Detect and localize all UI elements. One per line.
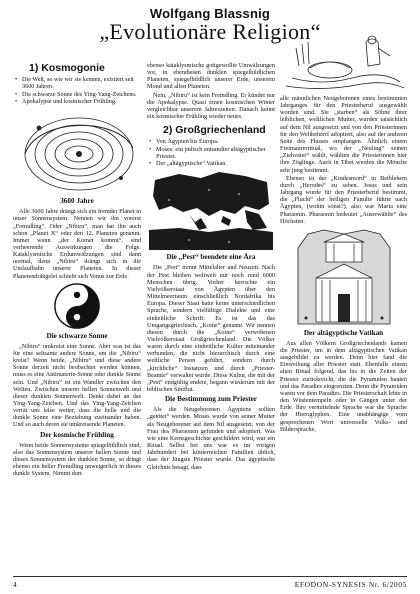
- bullet-item: • Apokalypse und kosmischer Frühling.: [15, 98, 141, 105]
- grossgriechenland-bullets: [149, 138, 275, 167]
- subheading-3600-jahre: 3600 Jahre: [60, 197, 94, 206]
- paragraph-schwarze-sonne: „Nibiru“ umkreist eine Sonne. Aber was ist das für eine seltsame andere Sonne, um die „Nibiru“ kreist? Wenn beide, „Nibiru“ und diese andere Sonne derzeit nicht beobachtet werden können, muss es eine Antimaterie-Sonne oder dunkle Sonne sein. Und „Nibiru“ ist ein Wandler zwischen den Welten. Zwischen unserer hellen Sonnenwelt und dieser dunklen Sonnenwelt. Denkt dabei an das Ying-Yang-Zeichen. Und das Ying-Yang-Zeichen verrät uns leise weiter, dass die helle und die dunkle Sonne eine Beziehung zueinander haben. Und so auch deren sie umkreisende Planeten.: [13, 342, 141, 429]
- moses-basket-illustration: [282, 34, 406, 92]
- section-heading-grossgriechenland: 2) Großgriechenland: [163, 124, 266, 137]
- page-number: 4: [13, 580, 17, 589]
- bullet-item: • Von Ägypten bis Europa.: [149, 138, 275, 145]
- paragraph-3600: Alle 3600 Jahre drängt sich ein fremder Planet in unser Sonnensystem. Nennen wir ihn vorerst „Fremdling“. Oder „Nibiru“, man hat ihn auch schon „Planet X“ oder den 12. Planeten genannt. Immer wenn „der Komet kommt“, sind verheerende Auswirkungen die Folge. Kataklysmische Erdumwälzungen sind dann normal, denn „Nibiru“ drängt sich in die Umlaufbahn unserer Planeten. In dieser Planetendrängelei schiebt sich Venus zur Erde.: [13, 208, 141, 280]
- paragraph-continuation: ebenso kataklysmische gottgewollte Umwälzungen vor, in ebendiesen dunklen spiegelbildlichen Planeten, spiegelbildlich unserer Erde, unserem Mond und allen Planeten.: [147, 62, 275, 91]
- article-title: „Evolutionäre Religion“: [99, 19, 321, 44]
- kosmogonie-bullets: [15, 76, 141, 105]
- column-1: [13, 62, 141, 478]
- yin-yang-icon: [54, 283, 100, 329]
- column-2: [147, 62, 275, 472]
- subheading-pest: Die „Pest“ beendete eine Ära: [166, 253, 256, 262]
- paragraph-nibiru: Nein, „Nibiru“ ist kein Fremdling. Er kündet nur die Apokalypse. Quasi einen kosmischen Winter vergleichbar unserem Jahreszeiten. Danach keimt ein kosmischer Frühling wieder neues.: [147, 91, 275, 121]
- subheading-vatikan: Der altägyptische Vatikan: [303, 328, 384, 337]
- paragraph-vatikan: Aus allen Völkern Großgriechenlands kamen die Priester, um in dem altägyptischen Vatikan ausgebildet zu werden. Denn hier fand die Einweihung aller Priester statt. Ebenfalls einem alten Ritual folgend, das bis in die Zeiten der Priester zurückreicht, die die Pyramiden bauten und das Paradies eingrenzten. Denn die Pyramiden waren vor dem Paradies. Die Priesterschaft lebte in den Wüstentempeln oder in Gängen unter der Erde. Ihre vermittelnde Sprache war die Sprache der Hieroglyphen. Eine unabhängige vom gesprochenen Wort universelle Volks- und Bildersprache,: [280, 339, 407, 433]
- bullet-item: • Die schwarze Sonne des Ying-Yang-Zeichens.: [15, 91, 141, 98]
- paragraph-bestimmung: Als die Neugeborenen Ägyptens sollten „getötet“ werden. Moses wurde von seiner Mutter als Neugeborener auf dem Nil ausgesetzt, von der Frau des Pharaonen gefunden und adoptiert. Was wie eine Kernsgeschichte geschildert wird, war ein Ritual. Selbst bei uns war es im vorigen Jahrhundert bei kinderreichen Familien üblich, dass der Jüngste Priester wurde. Das ägyptische Gleichnis besagt, dass: [147, 406, 275, 471]
- paragraph-kindesmord: Ebenso ist der „Kindesmord“ in Bethlehem durch „Herodes“ zu sehen. Jesus und sein Jahrgang wurde für den Priesterberuf bestimmt, die „Flucht“ der heiligen Familie führte nach Ägypten, (wohin sonst?), also war Maria eine Pharaonin. Pharaonin bedeutet „Auserwählte“ des Höchsten.: [280, 174, 407, 225]
- magazine-name: EFODON-SYNESIS Nr. 6/2005: [294, 580, 407, 589]
- map-illustration: [149, 170, 273, 250]
- subheading-kosmischer-fruehling: Der kosmische Frühling: [40, 430, 114, 439]
- column-3: [280, 12, 407, 434]
- paragraph-kosmischer-fruehling: Wenn beide Sonnensysteme spiegelbildlich sind, also das Sonnensystem unserer hellen Sonne und dieses Sonnensystem der dunklen Sonne, so dringt ebenso ein heller Fremdling unweigerlich in dieses dunkle System. Nimmt dort: [13, 441, 141, 478]
- spiral-illustration: [17, 108, 137, 194]
- bullet-item: • Der „altägyptische“ Vatikan.: [149, 160, 275, 167]
- subheading-schwarze-sonne: Die schwarze Sonne: [46, 331, 108, 340]
- page-footer: [13, 576, 407, 588]
- petra-temple-illustration: [294, 228, 394, 326]
- paragraph-continuation: alle männlichen Neugeborenen eines bestimmten Jahrganges für den Priesterberuf ausgewählt worden sind. Sie „starben“ als Söhne ihrer leiblichen, weltlichen Mutter, wurden tatsächlich auf dem Nil ausgesetzt und von den Priesterinnen für den Weltbeherrf adoptiert, also auf der anderen Seite des Flusses empfangen. Ähnlich einem Freimaurerritual, wo der „Neuling“ seinen „Ziehvater“ wählt, wählten die Priesterinnen hier ihre Zöglinge. Auch in Tibet werden die Mönche sehr jung bestimmt.: [280, 95, 407, 174]
- section-heading-kosmogonie: 1) Kosmogonie: [29, 62, 105, 74]
- subheading-bestimmung: Die Bestimmung zum Priester: [164, 395, 258, 404]
- bullet-item: • Die Welt, so wie wir sie kennen, existiert seit 3600 Jahren.: [15, 76, 141, 91]
- bullet-item: • Moses: ein jüdisch entsandter altägyptischer Priester.: [149, 146, 275, 161]
- article-author: Wolfgang Blassnig: [149, 6, 271, 21]
- paragraph-pest: Die „Pest“ trennt Mittelalter und Neuzeit. Nach der Pest bleiben weltweit nur noch rund 6000 Menschen übrig. Vorher herrschte ein Vielvölkerstaat von Ägypten über den Mittelmeerraum einschließlich Nordafrika bis Europa. Dieser Staat hatte keine unterschiedlichen Sprache, sondern vielfältige Dialekte und eine einheitliche Schrift: Es ist das das Umgangsgriechisch, „Koine“ genannt. Wir nennen diesen durch die „Koine“ verwobenen Vielvölkerstaat Großgriechenland. Die Völker waren durch eine einheitliche Kultur miteinander verbunden, die nicht hierarchisch durch eine weltliche Person geführt, sondern durch „kirchliche“ Instanzen und durch „Priester-Beamte“ verwaltet wurde. Diese Kultur, die mit der „Pest“ endgültig endete, begann wiederum mit der biblischen Sintflut.: [147, 264, 275, 394]
